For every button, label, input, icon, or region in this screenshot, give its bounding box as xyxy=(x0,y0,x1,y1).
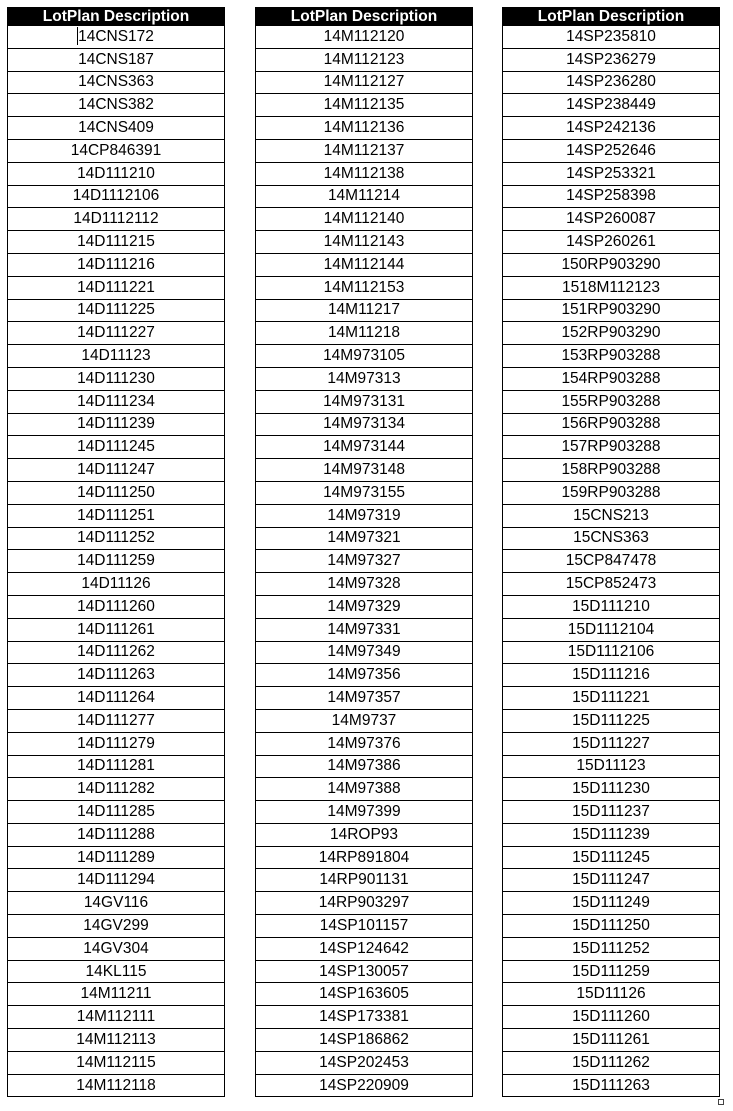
table-row xyxy=(256,595,473,618)
table-row xyxy=(256,459,473,482)
table-row xyxy=(503,892,720,915)
lotplan-cell[interactable]: 14M97349 xyxy=(256,641,473,664)
table-row xyxy=(8,1051,225,1074)
lotplan-cell[interactable]: 14M973155 xyxy=(256,481,473,504)
lotplan-cell[interactable]: 15D1112104 xyxy=(503,618,720,641)
lotplan-cell[interactable]: 159RP903288 xyxy=(503,481,720,504)
lotplan-cell[interactable]: 15D111250 xyxy=(503,915,720,938)
lotplan-cell[interactable]: 14M97399 xyxy=(256,801,473,824)
lotplan-cell[interactable]: 14RP901131 xyxy=(256,869,473,892)
table-row xyxy=(256,573,473,596)
table-row xyxy=(8,778,225,801)
lotplan-cell[interactable]: 15D111210 xyxy=(503,595,720,618)
lotplan-cell[interactable]: 15D111259 xyxy=(503,960,720,983)
lotplan-table-2 xyxy=(255,7,473,1097)
table-row xyxy=(8,253,225,276)
lotplan-cell[interactable]: 14M112135 xyxy=(256,94,473,117)
lotplan-cell[interactable]: 14SP260261 xyxy=(503,231,720,254)
table-row xyxy=(503,459,720,482)
lotplan-cell[interactable]: 14D111289 xyxy=(8,846,225,869)
lotplan-cell[interactable]: 14SP235810 xyxy=(503,26,720,49)
table-row xyxy=(503,504,720,527)
table-row xyxy=(8,573,225,596)
lotplan-cell[interactable]: 14M973105 xyxy=(256,345,473,368)
lotplan-cell[interactable]: 14M97388 xyxy=(256,778,473,801)
table-row xyxy=(8,869,225,892)
lotplan-cell[interactable]: 14D111250 xyxy=(8,481,225,504)
lotplan-cell[interactable]: 15D111227 xyxy=(503,732,720,755)
lotplan-cell[interactable]: 14M112144 xyxy=(256,253,473,276)
table-row xyxy=(503,869,720,892)
table-row xyxy=(503,732,720,755)
table-row xyxy=(256,823,473,846)
lotplan-cell[interactable]: 155RP903288 xyxy=(503,390,720,413)
table-row xyxy=(503,983,720,1006)
column-header: LotPlan Description xyxy=(8,8,225,26)
table-row xyxy=(503,94,720,117)
table-row xyxy=(256,299,473,322)
table-row xyxy=(256,94,473,117)
lotplan-cell[interactable]: 14D111263 xyxy=(8,664,225,687)
table-row xyxy=(8,94,225,117)
table-row xyxy=(8,755,225,778)
table-row xyxy=(8,208,225,231)
lotplan-cell[interactable]: 14SP130057 xyxy=(256,960,473,983)
lotplan-cell[interactable]: 15CNS213 xyxy=(503,504,720,527)
table-row xyxy=(503,139,720,162)
lotplan-cell[interactable]: 14RP903297 xyxy=(256,892,473,915)
table-row xyxy=(256,117,473,140)
lotplan-cell[interactable]: 14M112120 xyxy=(256,26,473,49)
lotplan-cell[interactable]: 14D111252 xyxy=(8,527,225,550)
lotplan-cell[interactable]: 14M97313 xyxy=(256,367,473,390)
table-row xyxy=(503,573,720,596)
lotplan-cell[interactable]: 14D111225 xyxy=(8,299,225,322)
table-row xyxy=(256,1006,473,1029)
table-row xyxy=(8,915,225,938)
table-row xyxy=(503,231,720,254)
table-row xyxy=(8,709,225,732)
lotplan-cell[interactable]: 14D111215 xyxy=(8,231,225,254)
table-row xyxy=(256,1029,473,1052)
table-row xyxy=(8,732,225,755)
table-row xyxy=(8,550,225,573)
lotplan-cell[interactable]: 14SP242136 xyxy=(503,117,720,140)
table-row xyxy=(503,641,720,664)
lotplan-cell[interactable]: 14SP220909 xyxy=(256,1074,473,1097)
table-row xyxy=(256,1074,473,1097)
lotplan-cell[interactable]: 14D111251 xyxy=(8,504,225,527)
lotplan-cell[interactable]: 14M97331 xyxy=(256,618,473,641)
lotplan-cell[interactable]: 14D111260 xyxy=(8,595,225,618)
lotplan-cell[interactable]: 14M97319 xyxy=(256,504,473,527)
table-row xyxy=(256,71,473,94)
lotplan-cell[interactable]: 153RP903288 xyxy=(503,345,720,368)
table-row xyxy=(8,459,225,482)
table-row xyxy=(8,436,225,459)
table-row xyxy=(8,139,225,162)
table-row xyxy=(256,892,473,915)
lotplan-cell[interactable]: 14M9737 xyxy=(256,709,473,732)
lotplan-cell[interactable]: 14SP258398 xyxy=(503,185,720,208)
table-row xyxy=(8,801,225,824)
lotplan-cell[interactable]: 14CNS382 xyxy=(8,94,225,117)
lotplan-cell[interactable]: 151RP903290 xyxy=(503,299,720,322)
lotplan-cell[interactable]: 14CNS187 xyxy=(8,48,225,71)
lotplan-cell[interactable]: 15D111230 xyxy=(503,778,720,801)
table-row xyxy=(503,1051,720,1074)
lotplan-cell[interactable]: 14SP202453 xyxy=(256,1051,473,1074)
header-row xyxy=(256,8,473,26)
table-row xyxy=(8,299,225,322)
lotplan-cell[interactable]: 14D111294 xyxy=(8,869,225,892)
table-row xyxy=(256,937,473,960)
lotplan-cell[interactable]: 14D111285 xyxy=(8,801,225,824)
table-row xyxy=(503,709,720,732)
lotplan-cell[interactable]: 14ROP93 xyxy=(256,823,473,846)
lotplan-cell[interactable]: 14M112118 xyxy=(8,1074,225,1097)
lotplan-cell[interactable]: 14D111282 xyxy=(8,778,225,801)
table-row xyxy=(256,755,473,778)
lotplan-cell[interactable]: 15D111260 xyxy=(503,1006,720,1029)
table-row xyxy=(503,367,720,390)
table-row xyxy=(8,390,225,413)
table-row xyxy=(503,823,720,846)
lotplan-cell[interactable]: 14GV299 xyxy=(8,915,225,938)
lotplan-cell[interactable]: 156RP903288 xyxy=(503,413,720,436)
table-row xyxy=(503,117,720,140)
resize-handle[interactable] xyxy=(718,1099,724,1105)
lotplan-cell[interactable]: 15D111262 xyxy=(503,1051,720,1074)
header-row xyxy=(503,8,720,26)
lotplan-cell[interactable]: 14M973134 xyxy=(256,413,473,436)
table-row xyxy=(256,869,473,892)
column-header: LotPlan Description xyxy=(256,8,473,26)
lotplan-cell[interactable]: 14M97321 xyxy=(256,527,473,550)
table-row xyxy=(503,299,720,322)
table-row xyxy=(256,550,473,573)
header-row xyxy=(8,8,225,26)
table-row xyxy=(503,595,720,618)
lotplan-cell[interactable]: 14M112136 xyxy=(256,117,473,140)
lotplan-cell[interactable]: 14SP260087 xyxy=(503,208,720,231)
table-row xyxy=(503,550,720,573)
lotplan-cell[interactable]: 14D111227 xyxy=(8,322,225,345)
table-row xyxy=(256,413,473,436)
table-row xyxy=(8,983,225,1006)
table-row xyxy=(256,846,473,869)
lotplan-cell[interactable]: 14M97329 xyxy=(256,595,473,618)
lotplan-cell[interactable]: 14D111281 xyxy=(8,755,225,778)
lotplan-cell[interactable]: 14M97328 xyxy=(256,573,473,596)
lotplan-cell[interactable]: 15D111216 xyxy=(503,664,720,687)
lotplan-table-1 xyxy=(7,7,225,1097)
table-row xyxy=(256,48,473,71)
table-row xyxy=(503,1006,720,1029)
lotplan-cell[interactable]: 14D111216 xyxy=(8,253,225,276)
table-row xyxy=(8,26,225,49)
table-row xyxy=(256,26,473,49)
table-row xyxy=(503,185,720,208)
table-row xyxy=(8,846,225,869)
table-row xyxy=(256,231,473,254)
lotplan-cell[interactable]: 14M112143 xyxy=(256,231,473,254)
table-row xyxy=(8,618,225,641)
table-row xyxy=(256,208,473,231)
table-row xyxy=(256,641,473,664)
lotplan-cell[interactable]: 14CNS363 xyxy=(8,71,225,94)
lotplan-cell[interactable]: 14M112113 xyxy=(8,1029,225,1052)
table-row xyxy=(8,641,225,664)
table-row xyxy=(8,345,225,368)
lotplan-cell[interactable]: 14D111230 xyxy=(8,367,225,390)
lotplan-cell[interactable]: 14M112127 xyxy=(256,71,473,94)
lotplan-cell[interactable]: 14M973148 xyxy=(256,459,473,482)
table-row xyxy=(503,481,720,504)
table-row xyxy=(503,276,720,299)
lotplan-cell[interactable]: 15CP852473 xyxy=(503,573,720,596)
lotplan-cell[interactable]: 14M97376 xyxy=(256,732,473,755)
lotplan-cell[interactable]: 14M973131 xyxy=(256,390,473,413)
table-row xyxy=(503,322,720,345)
lotplan-cell[interactable]: 157RP903288 xyxy=(503,436,720,459)
lotplan-cell[interactable]: 14RP891804 xyxy=(256,846,473,869)
table-row xyxy=(503,1029,720,1052)
table-row xyxy=(256,367,473,390)
table-row xyxy=(8,504,225,527)
lotplan-cell[interactable]: 14D111245 xyxy=(8,436,225,459)
table-row xyxy=(8,367,225,390)
table-row xyxy=(503,664,720,687)
lotplan-cell[interactable]: 14M11214 xyxy=(256,185,473,208)
lotplan-cell[interactable]: 14KL115 xyxy=(8,960,225,983)
table-row xyxy=(8,117,225,140)
lotplan-cell[interactable]: 14M97386 xyxy=(256,755,473,778)
table-row xyxy=(503,846,720,869)
table-row xyxy=(256,801,473,824)
lotplan-cell[interactable]: 14SP186862 xyxy=(256,1029,473,1052)
table-row xyxy=(503,915,720,938)
table-row xyxy=(256,1051,473,1074)
lotplan-cell[interactable]: 14D11123 xyxy=(8,345,225,368)
table-row xyxy=(503,527,720,550)
table-row xyxy=(8,231,225,254)
table-row xyxy=(256,960,473,983)
lotplan-cell[interactable]: 15D111247 xyxy=(503,869,720,892)
table-row xyxy=(8,687,225,710)
lotplan-cell[interactable]: 152RP903290 xyxy=(503,322,720,345)
table-row xyxy=(256,185,473,208)
table-row xyxy=(503,687,720,710)
table-row xyxy=(256,481,473,504)
lotplan-cell[interactable]: 14GV116 xyxy=(8,892,225,915)
table-row xyxy=(8,960,225,983)
lotplan-cell[interactable]: 15D1112106 xyxy=(503,641,720,664)
table-row xyxy=(256,709,473,732)
table-row xyxy=(503,755,720,778)
lotplan-cell[interactable]: 14D111279 xyxy=(8,732,225,755)
lotplan-cell[interactable]: 14CP846391 xyxy=(8,139,225,162)
lotplan-cell[interactable]: 14SP163605 xyxy=(256,983,473,1006)
table-row xyxy=(8,527,225,550)
lotplan-cell[interactable]: 14D111247 xyxy=(8,459,225,482)
lotplan-cell[interactable]: 14SP252646 xyxy=(503,139,720,162)
table-row xyxy=(503,413,720,436)
table-row xyxy=(256,527,473,550)
lotplan-cell[interactable]: 15CP847478 xyxy=(503,550,720,573)
table-row xyxy=(503,390,720,413)
table-row xyxy=(503,960,720,983)
table-row xyxy=(503,436,720,459)
table-row xyxy=(256,276,473,299)
table-row xyxy=(503,162,720,185)
lotplan-cell[interactable]: 14D111262 xyxy=(8,641,225,664)
table-row xyxy=(8,71,225,94)
lotplan-cell[interactable]: 14SP173381 xyxy=(256,1006,473,1029)
lotplan-cell[interactable]: 14D111264 xyxy=(8,687,225,710)
table-row xyxy=(256,139,473,162)
table-row xyxy=(503,778,720,801)
lotplan-cell[interactable]: 14D111221 xyxy=(8,276,225,299)
table-row xyxy=(503,26,720,49)
table-row xyxy=(256,778,473,801)
table-row xyxy=(256,687,473,710)
table-row xyxy=(256,504,473,527)
table-row xyxy=(256,915,473,938)
lotplan-cell[interactable]: 14M112123 xyxy=(256,48,473,71)
table-row xyxy=(256,664,473,687)
table-row xyxy=(256,618,473,641)
lotplan-cell[interactable]: 14SP101157 xyxy=(256,915,473,938)
lotplan-cell[interactable]: 14D111239 xyxy=(8,413,225,436)
table-row xyxy=(8,481,225,504)
lotplan-cell[interactable]: 14GV304 xyxy=(8,937,225,960)
table-row xyxy=(8,48,225,71)
lotplan-cell[interactable]: 154RP903288 xyxy=(503,367,720,390)
lotplan-cell[interactable]: 14D11126 xyxy=(8,573,225,596)
table-row xyxy=(8,322,225,345)
table-row xyxy=(503,253,720,276)
lotplan-cell[interactable]: 14D111259 xyxy=(8,550,225,573)
lotplan-cell[interactable]: 14M973144 xyxy=(256,436,473,459)
lotplan-cell[interactable]: 14M97357 xyxy=(256,687,473,710)
lotplan-cell[interactable]: 14D111277 xyxy=(8,709,225,732)
table-row xyxy=(8,162,225,185)
lotplan-cell[interactable]: 15D111263 xyxy=(503,1074,720,1097)
table-row xyxy=(256,732,473,755)
table-row xyxy=(8,823,225,846)
table-row xyxy=(256,322,473,345)
lotplan-cell[interactable]: 14M97327 xyxy=(256,550,473,573)
lotplan-cell[interactable]: 15D111249 xyxy=(503,892,720,915)
table-row xyxy=(8,892,225,915)
lotplan-cell[interactable]: 14D111261 xyxy=(8,618,225,641)
table-row xyxy=(8,664,225,687)
lotplan-cell[interactable]: 14D1112106 xyxy=(8,185,225,208)
table-row xyxy=(256,162,473,185)
table-row xyxy=(256,983,473,1006)
table-row xyxy=(8,1074,225,1097)
lotplan-cell[interactable]: 14M112137 xyxy=(256,139,473,162)
table-row xyxy=(8,1029,225,1052)
lotplan-cell[interactable]: 158RP903288 xyxy=(503,459,720,482)
table-row xyxy=(8,413,225,436)
lotplan-cell[interactable]: 14M97356 xyxy=(256,664,473,687)
table-row xyxy=(503,208,720,231)
table-row xyxy=(503,801,720,824)
table-row xyxy=(256,253,473,276)
text-cursor xyxy=(77,27,78,45)
lotplan-cell[interactable]: 14D111234 xyxy=(8,390,225,413)
lotplan-cell[interactable]: 14SP124642 xyxy=(256,937,473,960)
table-row xyxy=(503,1074,720,1097)
table-row xyxy=(8,185,225,208)
lotplan-cell[interactable]: 15CNS363 xyxy=(503,527,720,550)
lotplan-cell[interactable]: 15D11123 xyxy=(503,755,720,778)
lotplan-cell[interactable]: 15D111252 xyxy=(503,937,720,960)
lotplan-cell[interactable]: 14D111288 xyxy=(8,823,225,846)
lotplan-cell[interactable]: 14D111210 xyxy=(8,162,225,185)
lotplan-cell[interactable]: 15D11126 xyxy=(503,983,720,1006)
table-row xyxy=(256,436,473,459)
lotplan-cell[interactable]: 14SP238449 xyxy=(503,94,720,117)
table-row xyxy=(503,48,720,71)
lotplan-cell[interactable]: 15D111245 xyxy=(503,846,720,869)
lotplan-cell[interactable]: 14M112115 xyxy=(8,1051,225,1074)
lotplan-cell[interactable]: 14SP236279 xyxy=(503,48,720,71)
lotplan-cell[interactable]: 15D111221 xyxy=(503,687,720,710)
table-row xyxy=(503,937,720,960)
table-row xyxy=(503,345,720,368)
lotplan-cell[interactable]: 14D1112112 xyxy=(8,208,225,231)
lotplan-cell[interactable]: 15D111261 xyxy=(503,1029,720,1052)
lotplan-cell[interactable]: 14SP236280 xyxy=(503,71,720,94)
table-row xyxy=(8,276,225,299)
table-row xyxy=(256,345,473,368)
column-header: LotPlan Description xyxy=(503,8,720,26)
lotplan-cell[interactable]: 14M112111 xyxy=(8,1006,225,1029)
lotplan-cell[interactable]: 14M11218 xyxy=(256,322,473,345)
table-row xyxy=(8,937,225,960)
table-row xyxy=(8,1006,225,1029)
lotplan-cell[interactable]: 150RP903290 xyxy=(503,253,720,276)
table-row xyxy=(503,618,720,641)
lotplan-cell[interactable]: 14M112138 xyxy=(256,162,473,185)
lotplan-cell[interactable]: 14CNS409 xyxy=(8,117,225,140)
table-row xyxy=(503,71,720,94)
lotplan-cell[interactable]: 1518M112123 xyxy=(503,276,720,299)
lotplan-cell[interactable]: 14M112140 xyxy=(256,208,473,231)
lotplan-cell[interactable]: 15D111239 xyxy=(503,823,720,846)
lotplan-cell[interactable]: 14M112153 xyxy=(256,276,473,299)
table-row xyxy=(8,595,225,618)
lotplan-cell[interactable]: 15D111225 xyxy=(503,709,720,732)
lotplan-cell[interactable]: 14SP253321 xyxy=(503,162,720,185)
lotplan-cell[interactable]: 14M11217 xyxy=(256,299,473,322)
table-row xyxy=(256,390,473,413)
lotplan-table-3 xyxy=(502,7,720,1097)
lotplan-cell[interactable]: 14CNS172 xyxy=(8,26,225,49)
lotplan-cell[interactable]: 14M11211 xyxy=(8,983,225,1006)
lotplan-cell[interactable]: 15D111237 xyxy=(503,801,720,824)
